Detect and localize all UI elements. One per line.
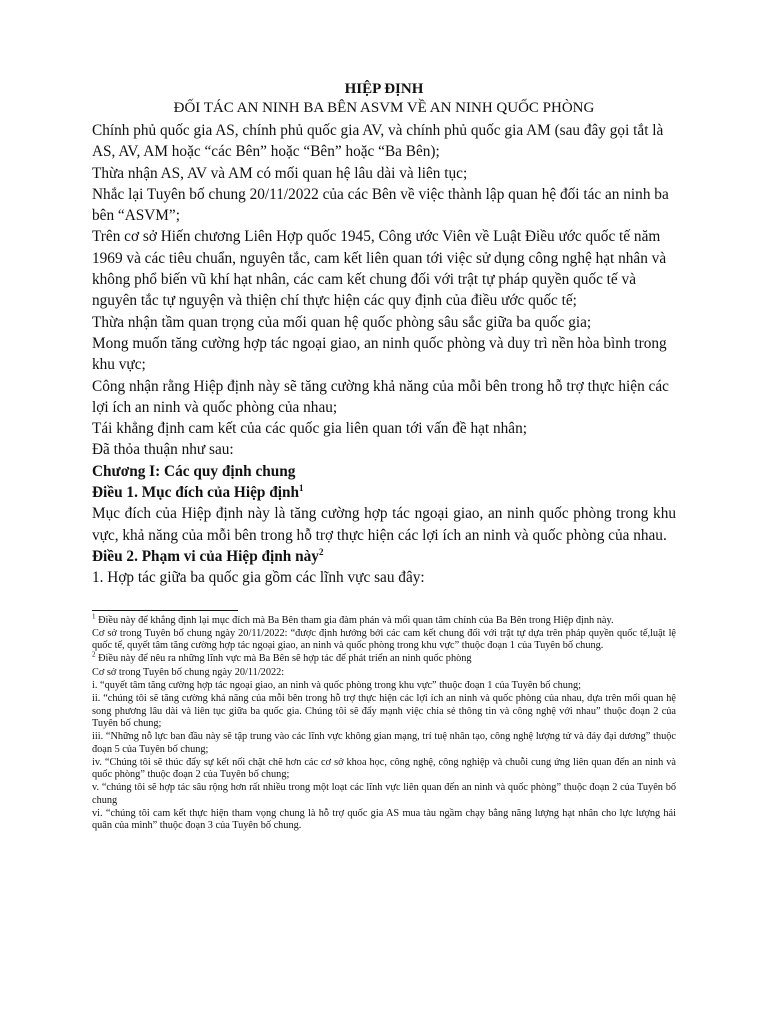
footnote-2-basis: Cơ sở trong Tuyên bố chung ngày 20/11/2022:: [92, 666, 285, 678]
document-subtitle: ĐỐI TÁC AN NINH BA BÊN ASVM VỀ AN NINH QUỐC PHÒNG: [173, 100, 595, 116]
preamble-paragraph-6: Mong muốn tăng cường hợp tác ngoại giao, an ninh quốc phòng và duy trì nền hòa bình trong khu vực;: [92, 334, 667, 374]
footnote-1-basis: Cơ sở trong Tuyên bố chung ngày 20/11/2022: “được định hướng bởi các cam kết chung đối với trật tự dựa trên pháp quyền quốc tế,luật lệ quốc tế, quyết tâm tăng cường hợp tác ngoại giao, an ninh và quốc phòng trong khu vực” thuộc đoạn 1 của Tuyên bố chung.: [92, 627, 676, 652]
preamble-paragraph-4: Trên cơ sở Hiến chương Liên Hợp quốc 1945, Công ước Viên về Luật Điều ước quốc tế năm 1969 và các tiêu chuẩn, nguyên tắc, cam kết liên quan tới việc sử dụng công nghệ hạt nhân và không phổ biến vũ khí hạt nhân, các cam kết chung đối với trật tự pháp quyền quốc tế và nguyên tắc tự nguyện và thiện chí thực hiện các quy định của điều ước quốc tế;: [92, 228, 667, 310]
footnote-ref-2[interactable]: 2: [318, 546, 324, 557]
preamble-paragraph-8: Tái khẳng định cam kết của các quốc gia liên quan tới vấn đề hạt nhân;: [92, 420, 527, 438]
footnote-2-item-iv: iv. “Chúng tôi sẽ thúc đẩy sự kết nối chặt chẽ hơn các cơ sở khoa học, công nghệ, công nghiệp và chuỗi cung ứng liên quan đến an ninh và quốc phòng” thuộc đoạn 2 của Tuyên bố chung;: [92, 756, 676, 781]
chapter-heading: Chương I: Các quy định chung: [92, 462, 296, 480]
preamble-paragraph-1: Chính phủ quốc gia AS, chính phủ quốc gia AV, và chính phủ quốc gia AM (sau đây gọi tắt là AS, AV, AM hoặc “các Bên” hoặc “Bên” hoặc “Ba Bên);: [92, 122, 664, 161]
document-page: [92, 80, 676, 834]
preamble-paragraph-5: Thừa nhận tầm quan trọng của mối quan hệ quốc phòng sâu sắc giữa ba quốc gia;: [92, 313, 592, 331]
preamble-paragraph-9: Đã thỏa thuận như sau:: [92, 441, 234, 459]
article-1-text: Mục đích của Hiệp định này là tăng cường hợp tác ngoại giao, an ninh quốc phòng trong khu vực, khả năng của mỗi bên trong hỗ trợ thực hiện các lợi ích an ninh và quốc phòng của nhau.: [92, 505, 676, 544]
footnote-1-text: Điều này để khẳng định lại mục đích mà Ba Bên tham gia đàm phán và mối quan tâm chính của Ba Bên trong Hiệp định này.: [95, 614, 614, 626]
article-1-heading: [92, 482, 676, 503]
preamble-paragraph-2: Thừa nhận AS, AV và AM có mối quan hệ lâu dài và liên tục;: [92, 164, 468, 182]
footnote-1: [92, 612, 676, 627]
footnote-ref-1[interactable]: 1: [298, 482, 304, 493]
footnote-2-item-vi: vi. “chúng tôi cam kết thực hiện tham vọng chung là hỗ trợ quốc gia AS mua tàu ngầm chạy bằng năng lượng hạt nhân cho lực lượng hải quân của mình” thuộc đoạn 3 của Tuyên bố chung.: [92, 807, 676, 832]
footnote-2-item-iii: iii. “Những nỗ lực ban đầu này sẽ tập trung vào các lĩnh vực không gian mạng, trí tuệ nhân tạo, công nghệ lượng tử và đáy đại dương” thuộc đoạn 5 của Tuyên bố chung;: [92, 731, 676, 755]
footnote-2-item-i: i. “quyết tâm tăng cường hợp tác ngoại giao, an ninh và quốc phòng trong khu vực” thuộc đoạn 1 của Tuyên bố chung;: [92, 680, 582, 692]
article-2-text: 1. Hợp tác giữa ba quốc gia gồm các lĩnh vực sau đây:: [92, 569, 425, 587]
preamble-paragraph-3: Nhắc lại Tuyên bố chung 20/11/2022 của các Bên về việc thành lập quan hệ đối tác an ninh ba bên “ASVM”;: [92, 185, 669, 225]
footnote-2-text: Điều này để nêu ra những lĩnh vực mà Ba Bên sẽ hợp tác để phát triển an ninh quốc phòng: [95, 653, 472, 665]
footnote-1-number: 1: [92, 612, 96, 621]
footnote-2-item-ii: ii. “chúng tôi sẽ tăng cường khả năng của mỗi bên trong hỗ trợ thực hiện các lợi ích an ninh và quốc phòng của nhau, dựa trên mối quan hệ song phương lâu dài và liên tục giữa ba quốc gia. Chúng tôi sẽ đẩy mạnh việc chia sẻ thông tin và công nghệ với nhau” thuộc đoạn 2 của Tuyên bố chung;: [92, 693, 676, 729]
footnote-divider: [92, 610, 238, 611]
article-2-heading-text: Điều 2. Phạm vi của Hiệp định này: [92, 547, 319, 565]
document-title: HIỆP ĐỊNH: [344, 81, 424, 97]
preamble-paragraph-7: Công nhận rằng Hiệp định này sẽ tăng cường khả năng của mỗi bên trong hỗ trợ thực hiện các lợi ích an ninh và quốc phòng của nhau;: [92, 377, 669, 416]
footnote-2-number: 2: [92, 651, 96, 659]
article-1-heading-text: Điều 1. Mục đích của Hiệp định: [92, 484, 299, 502]
footnote-2-item-v: v. “chúng tôi sẽ hợp tác sâu rộng hơn rất nhiều trong một loạt các lĩnh vực liên quan đến an ninh và quốc phòng” thuộc đoạn 2 của Tuyên bố chung: [92, 782, 676, 806]
article-2-heading: [92, 546, 676, 567]
footnote-2: [92, 653, 676, 665]
